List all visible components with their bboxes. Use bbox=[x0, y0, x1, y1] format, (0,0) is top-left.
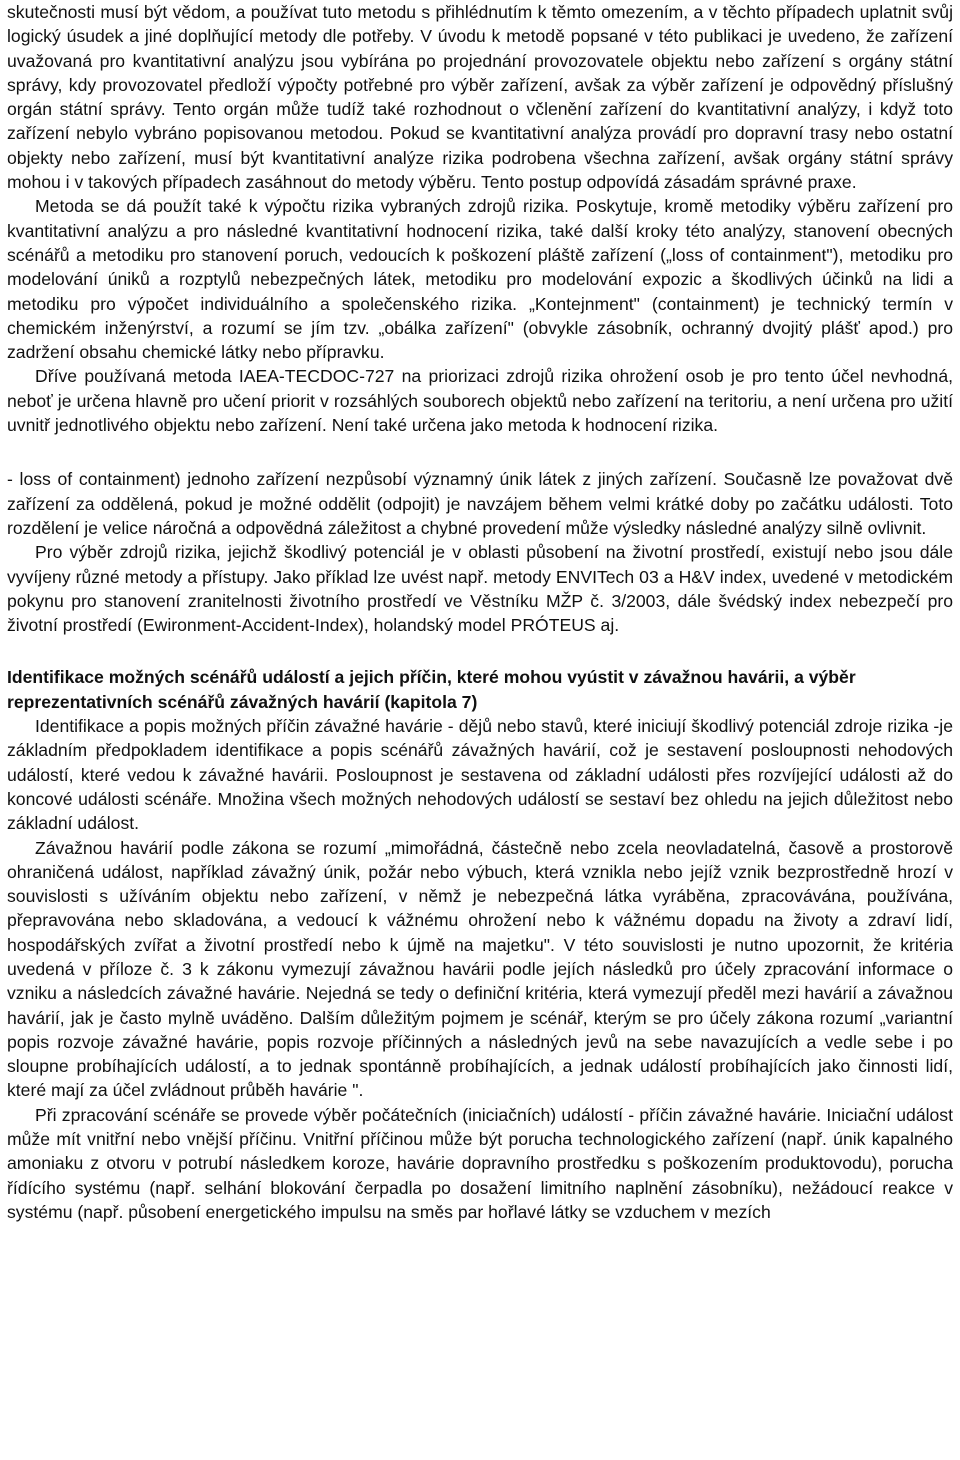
section-heading: Identifikace možných scénářů událostí a jejich příčin, které mohou vyústit v závažnou havárii, a výběr reprezentativních scénářů závažných havárií (kapitola 7) bbox=[7, 667, 856, 712]
section-spacer bbox=[7, 437, 953, 467]
paragraph-loss-of-containment: - loss of containment) jednoho zařízení nezpůsobí významný únik látek z jiných zařízení. Současně lze považovat dvě zařízení za oddělená, pokud je možné oddělit (odpojit) je navzájem během velmi krátké doby po začátku události. Toto rozdělení je velice náročná a odpovědná záležitost a chybné provedení může výsledky následné analýzy silně ovlivnit. bbox=[7, 469, 953, 538]
document-page bbox=[7, 0, 953, 1224]
paragraph-major-accident-definition: Závažnou havárií podle zákona se rozumí „mimořádná, částečně nebo zcela neovladatelná, časově a prostorově ohraničená událost, například závažný únik, požár nebo výbuch, která vznikla nebo jejíž vznik bezprostředně hrozí v souvislosti s užíváním objektu nebo zařízení, v němž je nebezpečná látka vyráběna, zpracovávána, používána, přepravována nebo skladována, a vedoucí k vážnému ohrožení nebo k vážnému dopadu na životy a zdraví lidí, hospodářských zvířat a životní prostředí nebo k újmě na majetku". V této souvislosti je nutno upozornit, že kritéria uvedená v příloze č. 3 k zákonu vymezují závažnou havárii podle jejích následků pro účely zpracování informace o vzniku a následcích závažné havárie. Nejedná se tedy o definiční kritéria, která vymezují předěl mezi havárií a závažnou havárií, jak je často mylně uváděno. Dalším důležitým pojmem je scénář, kterým se pro účely zákona rozumí „variantní popis rozvoje závažné havárie, popis rozvoje příčinných a následných jevů na sebe navazujících a vedle sebe i po sloupne probíhajících událostí, a to jednak spontánně probíhajících, a jednak událostí probíhajících jako činnosti lidí, které mají za účel zvládnout průběh havárie ". bbox=[7, 837, 953, 1101]
paragraph-iaea-method: Dříve používaná metoda IAEA-TECDOC-727 na priorizaci zdrojů rizika ohrožení osob je pro tento účel nevhodná, neboť je určena hlavně pro učení priorit v rozsáhlých souborech objektů nebo zařízení na teritoriu, a není určena pro užití uvnitř jednotlivého objektu nebo zařízení. Není také určena jako metoda k hodnocení rizika. bbox=[7, 366, 953, 436]
paragraph-initiating-events: Při zpracování scénáře se provede výběr počátečních (iniciačních) událostí - příčin závažné havárie. Iniciační událost může mít vnitřní nebo vnější příčinu. Vnitřní příčinou může být porucha technologického zařízení (např. únik kapalného amoniaku z otvoru v potrubí následkem koroze, havárie dopravního prostředku s poškozením produktovodu), porucha řídícího systému (např. selhání blokování čerpadla po dosažení limitního naplnění zásobníku), nežádoucí reakce v systému (např. působení energetického impulsu na směs par hořlavé látky se vzduchem v mezích bbox=[7, 1104, 953, 1222]
paragraph-method-use: Metoda se dá použít také k výpočtu rizika vybraných zdrojů rizika. Poskytuje, kromě metodiky výběru zařízení pro kvantitativní analýzu a pro následné kvantitativní hodnocení rizika, také další kroky této analýzy, stanovení obecných scénářů a metodiku pro stanovení poruch, vedoucích k poškození pláště zařízení („loss of containment"), metodiku pro modelování úniků a rozptylů nebezpečných látek, metodiku pro modelování expozic a škodlivých účinků na lidi a metodiku pro výpočet individuálního a společenského rizika. „Kontejnment" (containment) je technický termín v chemickém inženýrství, a rozumí se jím tzv. „obálka zařízení" (obvykle zásobník, ochranný dvojitý plášť apod.) pro zadržení obsahu chemické látky nebo přípravku. bbox=[7, 196, 953, 363]
paragraph-scenario-identification: Identifikace a popis možných příčin závažné havárie - dějů nebo stavů, které iniciují škodlivý potenciál zdroje rizika -je základním předpokladem identifikace a popis scénářů závažných havárií, což je sestavení posloupnosti nehodových událostí, které vedou k závažné havárii. Posloupnost je sestavena od základní události přes rozvíjející události až do koncové události scénáře. Množina všech možných nehodových událostí se sestaví bez ohledu na jejich důležitost nebo základní událost. bbox=[7, 716, 953, 834]
paragraph-method-selection: skutečnosti musí být vědom, a používat tuto metodu s přihlédnutím k těmto omezením, a v těchto případech uplatnit svůj logický úsudek a jiné doplňující metody dle potřeby. V úvodu k metodě popsané v této publikaci je uvedeno, že zařízení uvažovaná pro kvantitativní analýzu jsou vybírána po projednání provozovatele objektu nebo zařízení s orgány státní správy, kdy provozovatel předloží výpočty potřebné pro výběr zařízení, avšak za výběr zařízení je odpovědný příslušný orgán státní správy. Tento orgán může tudíž také rozhodnout o včlenění zařízení do kvantitativní analýzy, i když toto zařízení nebylo vybráno popisovanou metodou. Pokud se kvantitativní analýza provádí pro dopravní trasy nebo ostatní objekty nebo zařízení, musí být kvantitativní analýze rizika podrobena všechna zařízení, avšak orgány státní správy mohou i v takových případech zasáhnout do metody výběru. Tento postup odpovídá zásadám správné praxe. bbox=[7, 2, 953, 193]
paragraph-environment-risk: Pro výběr zdrojů rizika, jejichž škodlivý potenciál je v oblasti působení na životní prostředí, existují nebo jsou dále vyvíjeny různé metody a přístupy. Jako příklad lze uvést např. metody ENVITech 03 a H&V index, uvedené v metodickém pokynu pro stanovení zranitelnosti životního prostředí ve Věstníku MŽP č. 3/2003, dále švédský index nebezpečí pro životní prostředí (Ewironment-Accident-Index), holandský model PRÓTEUS aj. bbox=[7, 542, 953, 636]
section-spacer bbox=[7, 637, 953, 667]
